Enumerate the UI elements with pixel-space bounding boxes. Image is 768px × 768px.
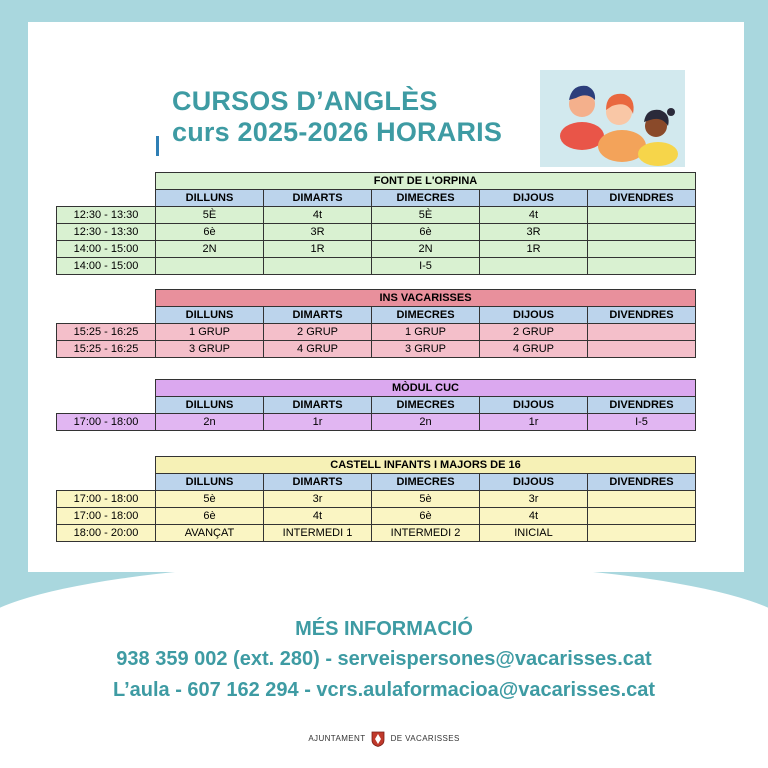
group-cell: 2 GRUP: [264, 324, 372, 341]
group-cell: 2n: [372, 414, 480, 431]
time-cell: 14:00 - 15:00: [57, 258, 156, 275]
group-cell: [588, 525, 696, 542]
group-cell: 4t: [264, 508, 372, 525]
table-row: [57, 525, 696, 542]
group-cell: [588, 207, 696, 224]
blank-cell: [57, 307, 156, 324]
contact-line-1[interactable]: 938 359 002 (ext. 280) - serveispersones@vacarisses.cat: [116, 648, 652, 670]
blank-cell: [57, 290, 156, 307]
group-cell: INTERMEDI 1: [264, 525, 372, 542]
council-logo: [0, 731, 768, 747]
table-title: MÒDUL CUC: [156, 380, 696, 397]
column-header-dimecres: DIMECRES: [372, 474, 480, 491]
group-cell: INTERMEDI 2: [372, 525, 480, 542]
table-row: [57, 258, 696, 275]
group-cell: 5È: [156, 207, 264, 224]
column-header-divendres: DIVENDRES: [588, 190, 696, 207]
column-header-dijous: DIJOUS: [480, 190, 588, 207]
coat-of-arms-icon: [371, 731, 385, 747]
table-title: INS VACARISSES: [156, 290, 696, 307]
students-illustration-icon: [540, 70, 685, 167]
title-line-1: CURSOS D’ANGLÈS: [172, 86, 438, 116]
table-row: [57, 241, 696, 258]
title-line-2: curs 2025-2026 HORARIS: [172, 117, 503, 147]
column-header-dimarts: DIMARTS: [264, 307, 372, 324]
group-cell: 6è: [156, 224, 264, 241]
table-row: [57, 341, 696, 358]
group-cell: 6è: [156, 508, 264, 525]
more-info-heading: MÉS INFORMACIÓ: [295, 618, 473, 640]
logo-text-left: AJUNTAMENT: [308, 734, 366, 744]
group-cell: INICIAL: [480, 525, 588, 542]
column-header-dilluns: DILLUNS: [156, 190, 264, 207]
table-row: [57, 224, 696, 241]
column-header-dimarts: DIMARTS: [264, 474, 372, 491]
group-cell: 1r: [480, 414, 588, 431]
group-cell: 3r: [264, 491, 372, 508]
logo-text-right: DE VACARISSES: [390, 734, 460, 744]
group-cell: [588, 241, 696, 258]
group-cell: 2n: [156, 414, 264, 431]
group-cell: 3r: [480, 491, 588, 508]
schedule-table-ins-vacarisses: [56, 289, 696, 358]
page-title: [172, 86, 502, 148]
column-header-dimarts: DIMARTS: [264, 397, 372, 414]
blank-cell: [57, 190, 156, 207]
time-cell: 14:00 - 15:00: [57, 241, 156, 258]
column-header-dimarts: DIMARTS: [264, 190, 372, 207]
group-cell: 5è: [372, 491, 480, 508]
group-cell: 3 GRUP: [156, 341, 264, 358]
table-row: [57, 324, 696, 341]
group-cell: 3R: [264, 224, 372, 241]
group-cell: 1 GRUP: [372, 324, 480, 341]
group-cell: 2N: [156, 241, 264, 258]
schedule-table-castell: [56, 456, 696, 542]
group-cell: 5è: [156, 491, 264, 508]
group-cell: [588, 258, 696, 275]
blank-cell: [57, 173, 156, 190]
time-cell: 12:30 - 13:30: [57, 224, 156, 241]
column-header-divendres: DIVENDRES: [588, 474, 696, 491]
group-cell: 4 GRUP: [264, 341, 372, 358]
blank-cell: [57, 474, 156, 491]
column-header-dijous: DIJOUS: [480, 474, 588, 491]
group-cell: 3R: [480, 224, 588, 241]
group-cell: 6è: [372, 508, 480, 525]
group-cell: 1 GRUP: [156, 324, 264, 341]
time-cell: 17:00 - 18:00: [57, 491, 156, 508]
blank-cell: [57, 457, 156, 474]
group-cell: 6è: [372, 224, 480, 241]
column-header-dilluns: DILLUNS: [156, 474, 264, 491]
group-cell: 1R: [264, 241, 372, 258]
blank-cell: [57, 397, 156, 414]
group-cell: [156, 258, 264, 275]
time-cell: 12:30 - 13:30: [57, 207, 156, 224]
time-cell: 17:00 - 18:00: [57, 508, 156, 525]
group-cell: 3 GRUP: [372, 341, 480, 358]
schedule-table-modul-cuc: [56, 379, 696, 431]
group-cell: I-5: [588, 414, 696, 431]
schedule-table-font-orpina: [56, 172, 696, 275]
column-header-divendres: DIVENDRES: [588, 397, 696, 414]
group-cell: AVANÇAT: [156, 525, 264, 542]
column-header-dijous: DIJOUS: [480, 397, 588, 414]
table-row: [57, 207, 696, 224]
group-cell: [588, 491, 696, 508]
blank-cell: [57, 380, 156, 397]
table-title: CASTELL INFANTS I MAJORS DE 16: [156, 457, 696, 474]
column-header-dilluns: DILLUNS: [156, 307, 264, 324]
group-cell: 4 GRUP: [480, 341, 588, 358]
group-cell: [588, 508, 696, 525]
group-cell: I-5: [372, 258, 480, 275]
group-cell: 1R: [480, 241, 588, 258]
table-row: [57, 414, 696, 431]
column-header-dimecres: DIMECRES: [372, 190, 480, 207]
table-row: [57, 508, 696, 525]
column-header-dimecres: DIMECRES: [372, 397, 480, 414]
column-header-divendres: DIVENDRES: [588, 307, 696, 324]
group-cell: 4t: [480, 508, 588, 525]
group-cell: [588, 324, 696, 341]
group-cell: 4t: [264, 207, 372, 224]
time-cell: 17:00 - 18:00: [57, 414, 156, 431]
group-cell: [588, 224, 696, 241]
column-header-dilluns: DILLUNS: [156, 397, 264, 414]
group-cell: [480, 258, 588, 275]
contact-line-2[interactable]: L’aula - 607 162 294 - vcrs.aulaformacioa@vacarisses.cat: [112, 679, 656, 701]
group-cell: 1r: [264, 414, 372, 431]
group-cell: 5È: [372, 207, 480, 224]
group-cell: 2 GRUP: [480, 324, 588, 341]
group-cell: [588, 341, 696, 358]
time-cell: 15:25 - 16:25: [57, 341, 156, 358]
text-cursor-bar: [156, 136, 159, 156]
table-title: FONT DE L'ORPINA: [156, 173, 696, 190]
table-row: [57, 491, 696, 508]
speech-bubble-tail: [232, 568, 352, 608]
time-cell: 18:00 - 20:00: [57, 525, 156, 542]
column-header-dijous: DIJOUS: [480, 307, 588, 324]
group-cell: 2N: [372, 241, 480, 258]
group-cell: 4t: [480, 207, 588, 224]
time-cell: 15:25 - 16:25: [57, 324, 156, 341]
column-header-dimecres: DIMECRES: [372, 307, 480, 324]
group-cell: [264, 258, 372, 275]
